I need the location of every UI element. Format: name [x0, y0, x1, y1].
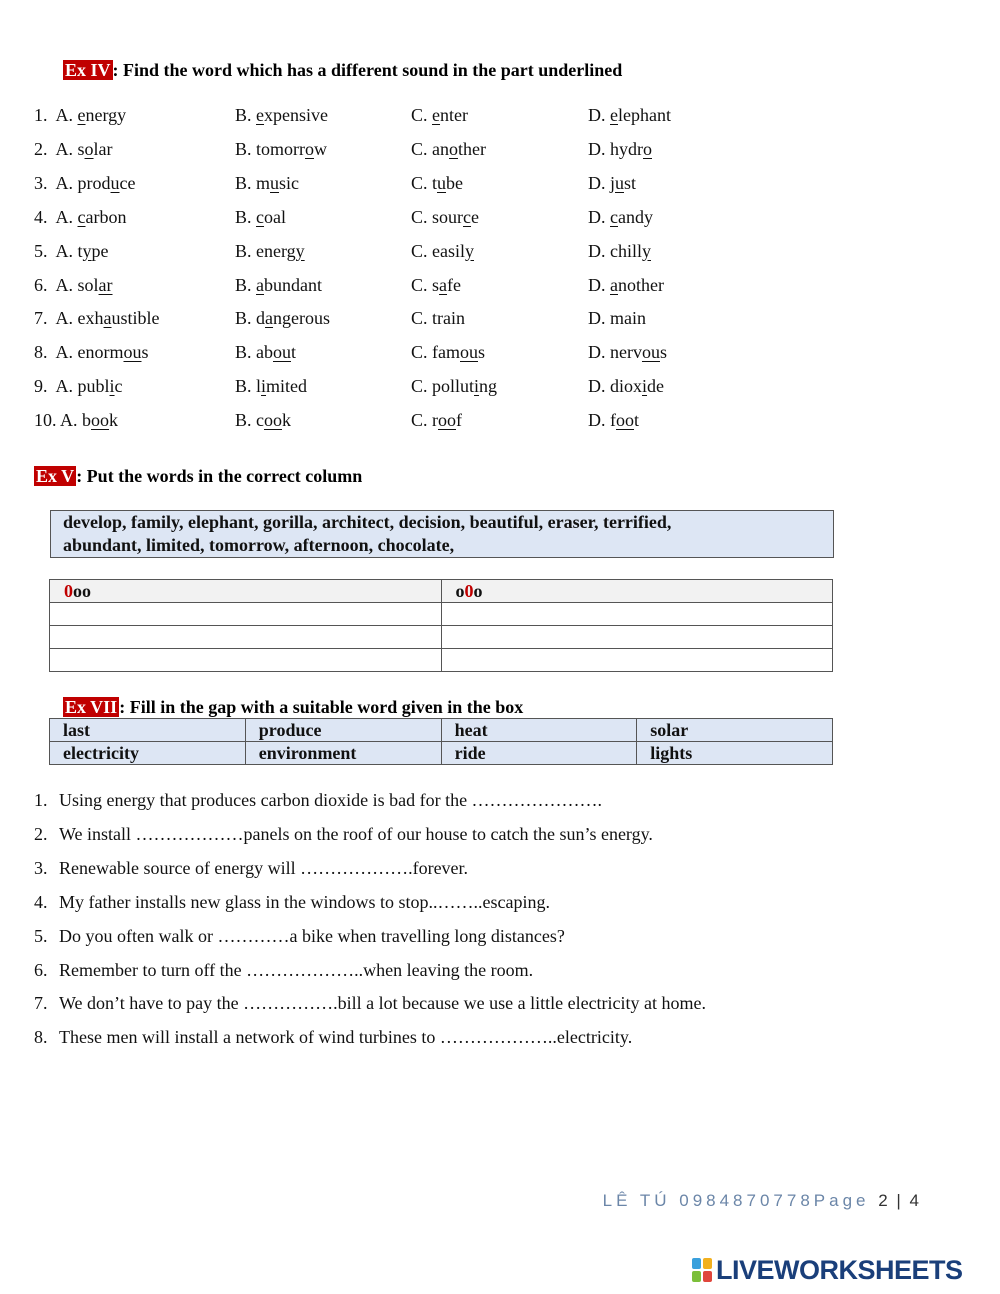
word-box-cell: last [50, 719, 246, 742]
ex4-title: : Find the word which has a different sound in the part underlined [112, 60, 623, 80]
stress-answer-cell[interactable] [50, 603, 442, 626]
ex7-sentence-text[interactable]: Using energy that produces carbon dioxide is bad for the …………………. [59, 790, 603, 810]
ex4-option-b[interactable]: B. tomorrow [235, 138, 327, 159]
ex4-option-b[interactable]: B. dangerous [235, 308, 331, 329]
ex7-title: : Fill in the gap with a suitable word given in the box [119, 697, 524, 717]
stress-answer-row [50, 603, 833, 626]
ex4-option-a[interactable]: 1. A. energy [34, 105, 127, 125]
ex7-sentence-text[interactable]: Renewable source of energy will ……………….forever. [59, 857, 469, 878]
ex4-question-row [34, 98, 934, 132]
ex4-question-row [34, 301, 934, 335]
ex4-option-a[interactable]: 2. A. solar [34, 138, 113, 159]
ex4-option-b[interactable]: B. music [235, 172, 300, 193]
ex4-option-c[interactable]: C. roof [411, 410, 462, 431]
ex4-question-row [34, 268, 934, 302]
stress-header-row [50, 580, 833, 603]
ex4-question-row [34, 335, 934, 369]
ex4-option-b[interactable]: B. abundant [235, 274, 323, 295]
ex7-sentence-number: 7. [34, 993, 48, 1014]
ex4-option-d[interactable]: D. elephant [588, 105, 671, 125]
ex4-option-c[interactable]: C. polluting [411, 376, 498, 397]
word-box-cell: lights [637, 742, 833, 765]
ex4-option-b[interactable]: B. energy [235, 240, 305, 261]
page-footer [0, 1191, 921, 1211]
word-box-cell: heat [441, 719, 637, 742]
ex4-option-a[interactable]: 4. A. carbon [34, 206, 127, 227]
word-box-cell: produce [245, 719, 441, 742]
ex4-option-d[interactable]: D. chilly [588, 240, 651, 261]
ex7-sentence-text[interactable]: Remember to turn off the ………………..when leaving the room. [59, 959, 534, 980]
ex4-option-d[interactable]: D. hydro [588, 138, 652, 159]
ex7-sentence-number: 8. [34, 1027, 48, 1048]
ex7-sentence-number: 3. [34, 857, 48, 878]
ex7-sentence-number: 2. [34, 823, 48, 844]
ex4-question-row [34, 369, 934, 403]
ex7-sentence-text[interactable]: We don’t have to pay the …………….bill a lot because we use a little electricity at home. [59, 993, 707, 1014]
ex4-option-b[interactable]: B. limited [235, 376, 308, 397]
ex5-tag: Ex V [36, 466, 75, 486]
ex4-option-d[interactable]: D. another [588, 274, 664, 295]
ex7-sentence-text[interactable]: Do you often walk or …………a bike when travelling long distances? [59, 925, 565, 946]
ex4-option-c[interactable]: C. enter [411, 105, 468, 125]
ex4-option-d[interactable]: D. just [588, 172, 637, 193]
word-box-cell: environment [245, 742, 441, 765]
stress-answer-cell[interactable] [50, 649, 442, 672]
ex5-stress-table [49, 579, 833, 672]
ex4-option-c[interactable]: C. another [411, 138, 486, 159]
ex4-question-row [34, 132, 934, 166]
ex4-option-a[interactable]: 6. A. solar [34, 274, 113, 295]
ex7-sentence-number: 5. [34, 925, 48, 946]
ex4-option-d[interactable]: D. main [588, 308, 646, 329]
footer-page-number: 2 | 4 [878, 1191, 921, 1210]
ex4-option-b[interactable]: B. cook [235, 410, 291, 431]
stress-answer-cell[interactable] [50, 626, 442, 649]
ex4-option-d[interactable]: D. dioxide [588, 376, 665, 397]
ex4-option-a[interactable]: 9. A. public [34, 376, 123, 397]
ex4-heading [63, 60, 622, 81]
ex7-sentence-text[interactable]: We install ………………panels on the roof of our house to catch the sun’s energy. [59, 823, 653, 844]
ex4-option-c[interactable]: C. easily [411, 240, 474, 261]
ex7-sentence-text[interactable]: These men will install a network of wind turbines to ………………..electricity. [59, 1027, 633, 1048]
word-box-cell: ride [441, 742, 637, 765]
ex5-words-line-2: abundant, limited, tomorrow, afternoon, chocolate, [63, 535, 455, 555]
ex4-option-c[interactable]: C. train [411, 308, 465, 329]
ex4-option-d[interactable]: D. candy [588, 206, 653, 227]
word-box-row [50, 742, 833, 765]
ex4-question-row [34, 403, 934, 437]
stress-col-2-header: o0o [441, 580, 833, 603]
ex5-word-box [50, 510, 834, 558]
ex5-title: : Put the words in the correct column [76, 466, 363, 486]
ex7-tag: Ex VII [65, 697, 118, 717]
ex4-tag: Ex IV [65, 60, 111, 80]
footer-author: LÊ TÚ 0984870778 [602, 1191, 814, 1210]
ex4-question-row [34, 234, 934, 268]
stress-answer-row [50, 649, 833, 672]
stress-answer-cell[interactable] [441, 649, 833, 672]
ex4-option-a[interactable]: 5. A. type [34, 240, 109, 261]
ex4-option-a[interactable]: 10. A. book [34, 410, 119, 431]
ex4-option-a[interactable]: 7. A. exhaustible [34, 308, 160, 329]
ex5-words-line-1: develop, family, elephant, gorilla, architect, decision, beautiful, eraser, terrified, [63, 512, 672, 532]
stress-col-1-header: 0oo [50, 580, 442, 603]
ex4-option-d[interactable]: D. nervous [588, 342, 667, 363]
ex4-question-row [34, 200, 934, 234]
ex4-option-a[interactable]: 8. A. enormous [34, 342, 149, 363]
ex7-sentence-number: 6. [34, 959, 48, 980]
ex4-question-row [34, 166, 934, 200]
ex4-option-a[interactable]: 3. A. produce [34, 172, 136, 193]
word-box-row [50, 719, 833, 742]
stress-answer-cell[interactable] [441, 626, 833, 649]
liveworksheets-logo-icon [692, 1258, 712, 1282]
word-box-cell: electricity [50, 742, 246, 765]
ex7-sentence-number: 4. [34, 891, 48, 912]
ex4-option-d[interactable]: D. foot [588, 410, 640, 431]
stress-answer-row [50, 626, 833, 649]
ex4-option-c[interactable]: C. safe [411, 274, 461, 295]
word-box-cell: solar [637, 719, 833, 742]
ex7-heading [63, 697, 523, 718]
ex5-heading [34, 466, 362, 487]
ex4-option-c[interactable]: C. source [411, 206, 480, 227]
ex4-option-c[interactable]: C. tube [411, 172, 464, 193]
ex7-word-box [49, 718, 833, 765]
ex4-option-b[interactable]: B. expensive [235, 105, 328, 125]
footer-page-word: Page [813, 1191, 870, 1210]
ex4-option-c[interactable]: C. famous [411, 342, 486, 363]
ex7-sentence-text[interactable]: My father installs new glass in the windows to stop..……..escaping. [59, 891, 550, 912]
ex4-option-b[interactable]: B. coal [235, 206, 287, 227]
liveworksheets-logo-text: LIVEWORKSHEETS [716, 1255, 963, 1285]
ex7-sentence-number: 1. [34, 790, 48, 810]
stress-answer-cell[interactable] [441, 603, 833, 626]
ex4-option-b[interactable]: B. about [235, 342, 297, 363]
liveworksheets-logo[interactable] [692, 1255, 963, 1285]
